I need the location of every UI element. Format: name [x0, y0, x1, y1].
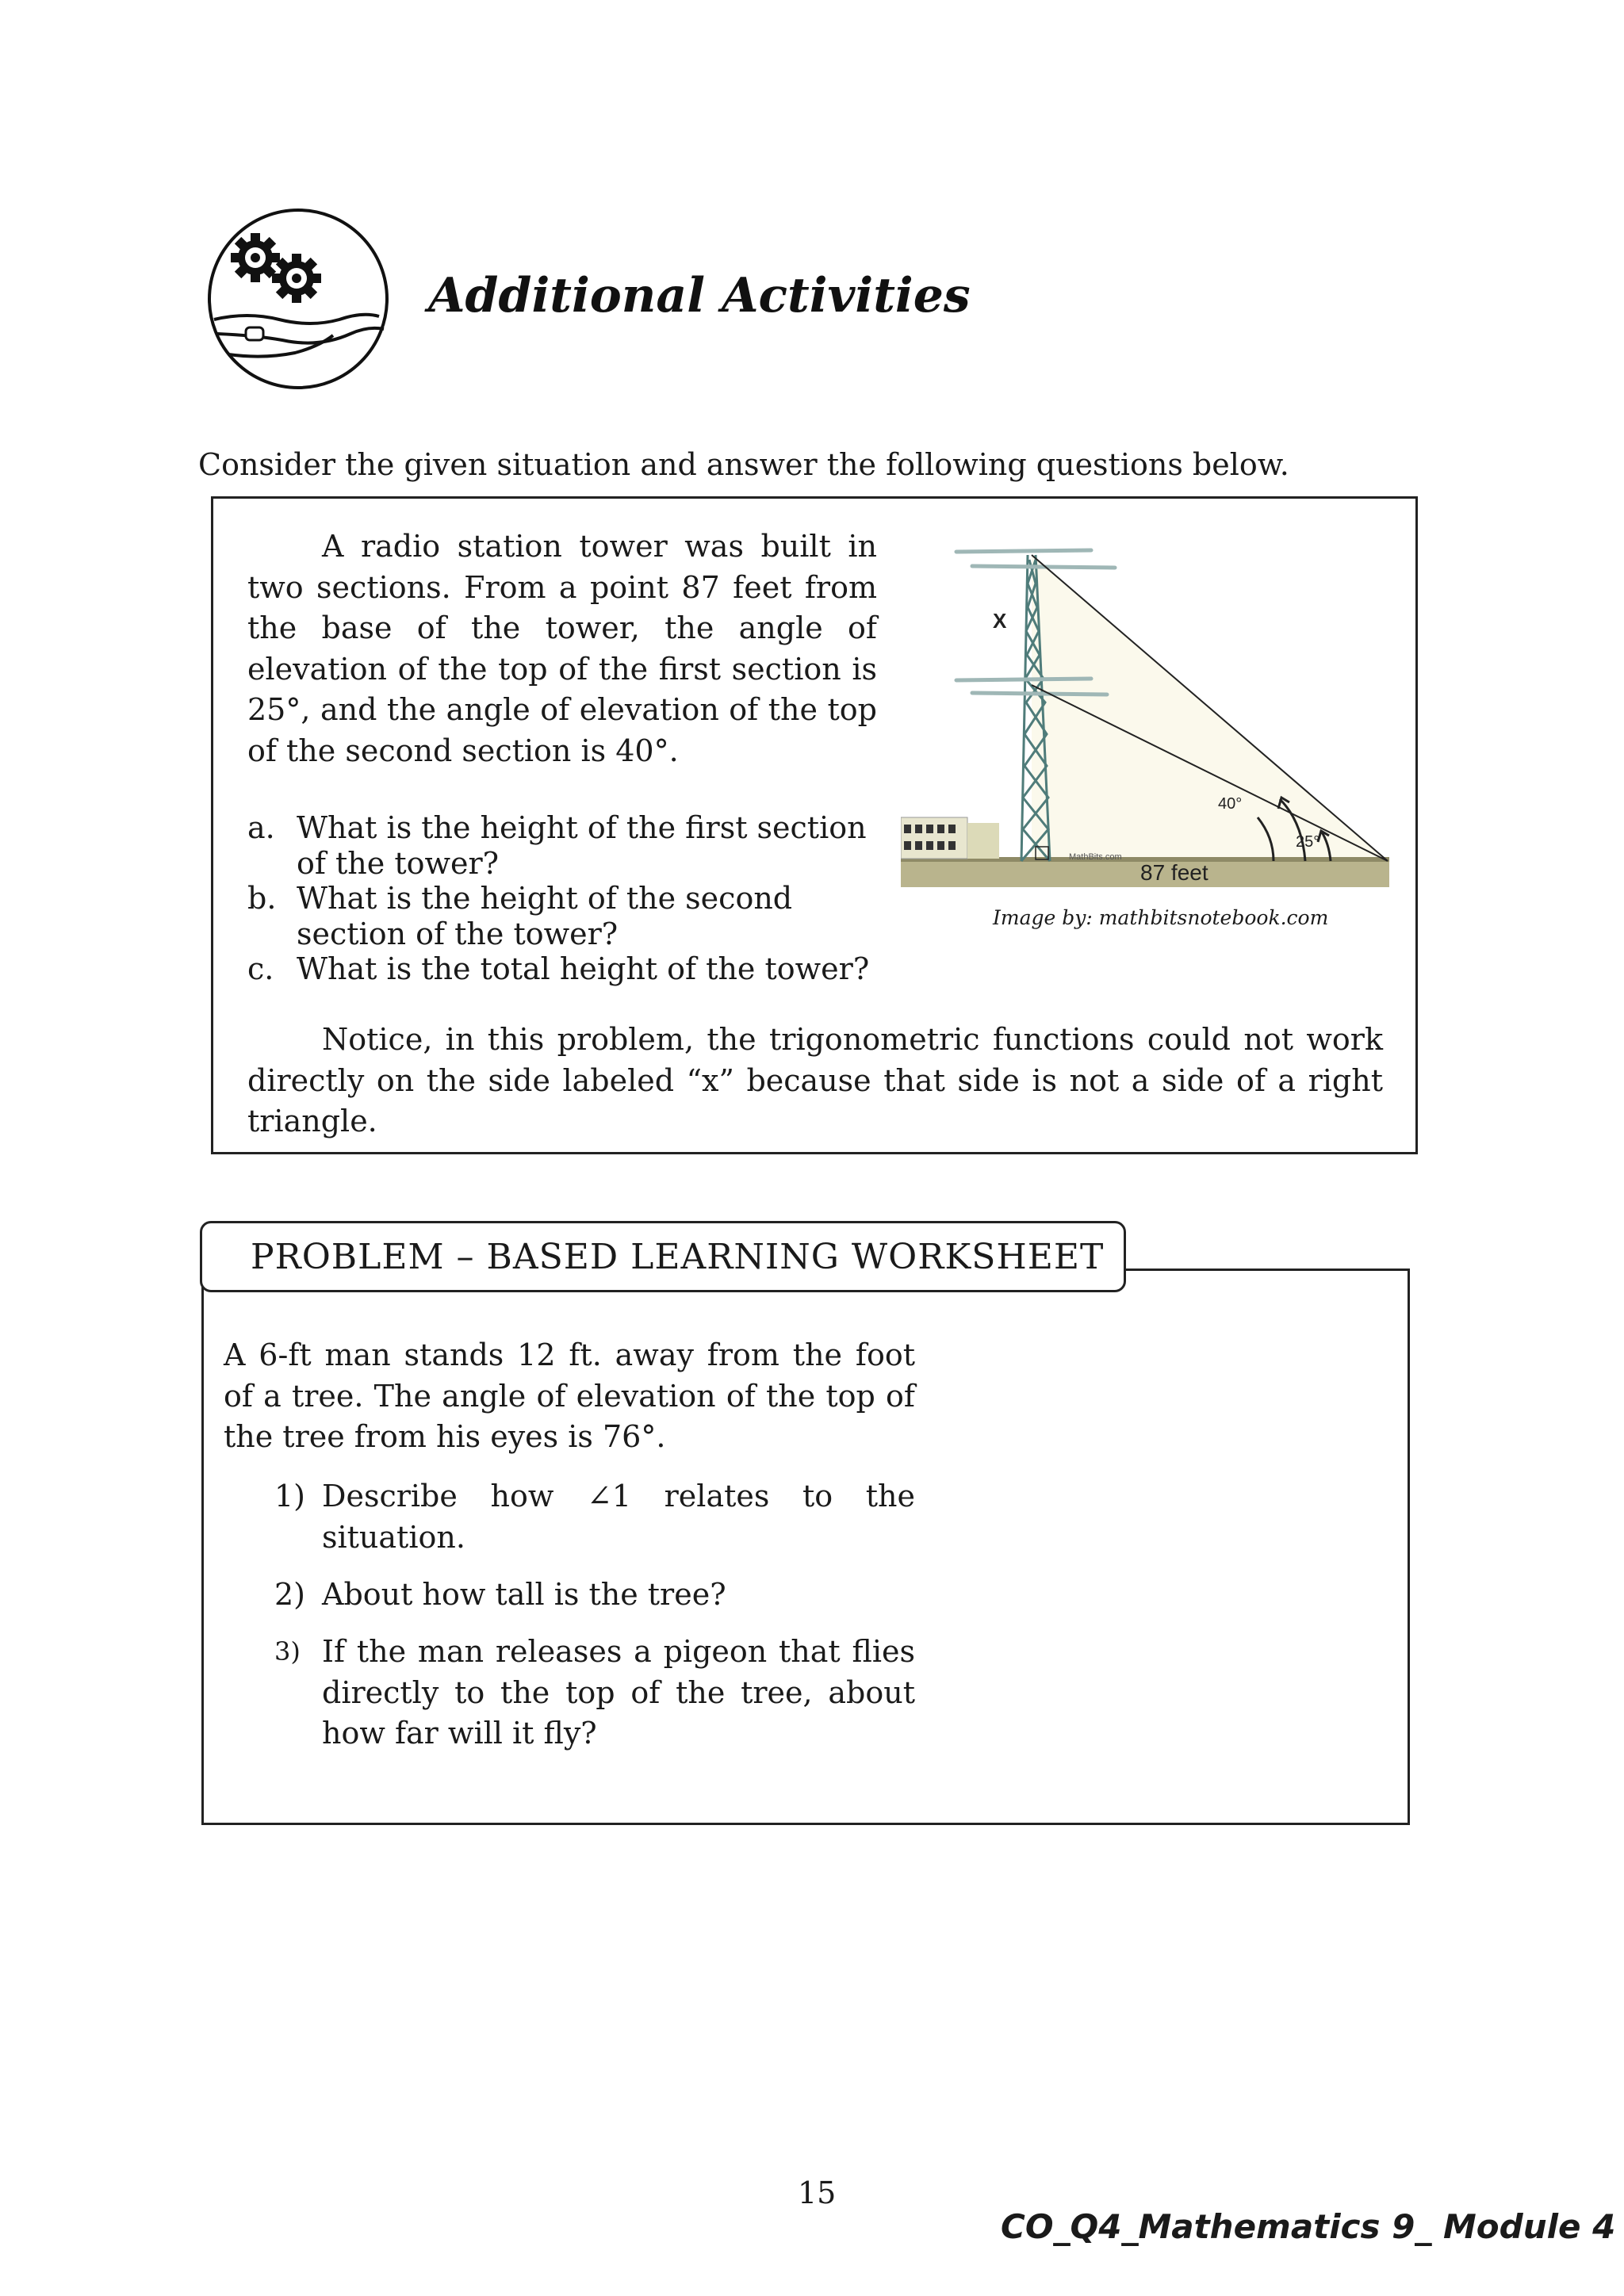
question-text: What is the total height of the tower? — [297, 951, 870, 986]
intro-instruction: Consider the given situation and answer the following questions below. — [198, 447, 1289, 482]
worksheet-title: PROBLEM – BASED LEARNING WORKSHEET — [251, 1237, 1105, 1277]
item-label: 3) — [274, 1636, 301, 1667]
list-item — [247, 951, 874, 987]
item-label: 2) — [274, 1577, 306, 1612]
question-text: What is the height of the first section of the tower? — [297, 810, 867, 881]
tree-problem-paragraph: A 6-ft man stands 12 ft. away from the foot of a tree. The angle of elevation of the top of the tree from his eyes is 76°. — [224, 1337, 915, 1454]
question-label: a. — [247, 810, 275, 845]
item-label: 1) — [274, 1479, 306, 1513]
distance-label: 87 feet — [1140, 860, 1208, 885]
list-item — [247, 810, 874, 881]
question-list — [247, 810, 874, 987]
module-code: CO_Q4_Mathematics 9_ Module 4 — [1001, 2207, 1616, 2246]
section-title: Additional Activities — [428, 268, 971, 323]
list-item — [274, 1575, 915, 1616]
angle-25-label: 25° — [1296, 833, 1320, 851]
question-label: b. — [247, 881, 277, 916]
list-item — [274, 1476, 915, 1558]
question-text: What is the height of the second section of the tower? — [297, 881, 793, 951]
image-credit: Image by: mathbitsnotebook.com — [993, 906, 1329, 929]
list-item — [274, 1632, 915, 1755]
angle-40-label: 40° — [1218, 795, 1243, 813]
list-item — [247, 881, 874, 951]
item-text: Describe how ∠1 relates to the situation. — [322, 1479, 915, 1555]
page-number: 15 — [798, 2175, 837, 2210]
figure-watermark: MathBits.com — [1069, 852, 1122, 862]
item-text: About how tall is the tree? — [322, 1577, 726, 1612]
tower-label-x: X — [993, 609, 1007, 633]
hand-with-gears-icon — [200, 201, 396, 397]
notice-paragraph: Notice, in this problem, the trigonometric functions could not work directly on the side labeled “x” because that side is not a side of a right triangle. — [247, 1022, 1383, 1138]
tower-problem-paragraph: A radio station tower was built in two sections. From a point 87 feet from the base of the tower, the angle of elevation of the top of the first section is 25°, and the angle of elevation of the top of the second section is 40°. — [247, 529, 877, 768]
radio-tower-figure — [901, 544, 1389, 902]
item-text: If the man releases a pigeon that flies directly to the top of the tree, about how far will it fly? — [322, 1634, 915, 1751]
question-label: c. — [247, 951, 274, 986]
